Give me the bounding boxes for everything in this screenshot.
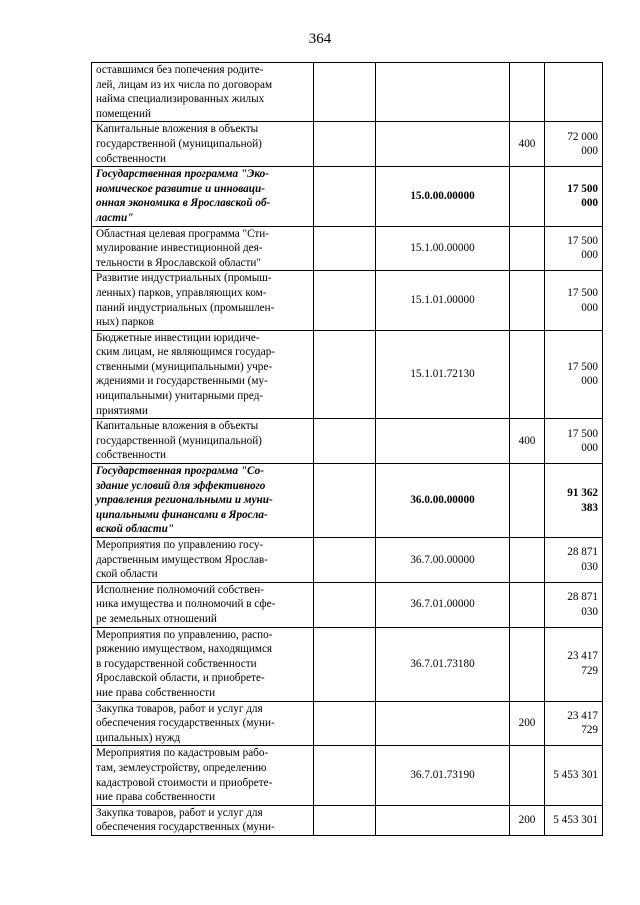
row-name-line: мулирование инвестиционной дея- — [96, 242, 263, 255]
row-name-line: Бюджетные инвестиции юридиче- — [96, 331, 260, 344]
table-row — [92, 805, 603, 835]
table-row — [92, 701, 603, 746]
target-code-cell — [376, 701, 510, 746]
table-row — [92, 464, 603, 538]
empty-cell — [314, 167, 376, 226]
amount-cell: 5 453 301 — [545, 746, 603, 805]
row-name-line: Исполнение полномочий собствен- — [96, 583, 264, 596]
target-code-cell: 15.1.01.00000 — [376, 271, 510, 330]
row-name-line: найма специализированных жилых — [96, 93, 265, 106]
empty-cell — [314, 419, 376, 464]
expense-type-cell — [510, 627, 545, 701]
row-name-line: оставшимся без попечения родите- — [96, 64, 264, 76]
row-name-line: ципальных) нужд — [96, 731, 181, 744]
row-name-line: Мероприятия по управлению госу- — [96, 539, 264, 551]
row-name-line: паний индустриальных (промышлен- — [96, 301, 275, 314]
amount-cell: 17 500 000 — [545, 419, 603, 464]
budget-table — [91, 62, 603, 836]
empty-cell — [314, 538, 376, 583]
expense-type-cell: 400 — [510, 419, 545, 464]
row-name-cell — [92, 805, 314, 835]
row-name-line: Мероприятия по управлению, распо- — [96, 628, 273, 641]
row-name-line: ждениями и государственными (му- — [96, 375, 268, 388]
target-code-cell: 15.1.00.00000 — [376, 226, 510, 271]
expense-type-cell: 400 — [510, 122, 545, 167]
row-name-line: Капитальные вложения в объекты — [96, 420, 259, 433]
target-code-cell — [376, 122, 510, 167]
row-name-line: Закупка товаров, работ и услуг для — [96, 702, 263, 715]
target-code-cell — [376, 805, 510, 835]
amount-cell: 91 362 383 — [545, 464, 603, 538]
row-name-line: ципальными финансами в Яросла- — [96, 508, 268, 521]
empty-cell — [314, 701, 376, 746]
row-name-line: ленных) парков, управляющих ком- — [96, 286, 267, 299]
expense-type-cell — [510, 271, 545, 330]
amount-cell: 17 500 000 — [545, 330, 603, 419]
table-row — [92, 167, 603, 226]
row-name-line: Ярославской области, и приобрете- — [96, 672, 265, 685]
expense-type-cell — [510, 226, 545, 271]
row-name-cell — [92, 419, 314, 464]
amount-cell: 28 871 030 — [545, 582, 603, 627]
empty-cell — [314, 582, 376, 627]
expense-type-cell — [510, 746, 545, 805]
table-row — [92, 627, 603, 701]
row-name-cell — [92, 746, 314, 805]
row-name-line: номическое развитие и инноваци- — [96, 182, 265, 195]
table-row — [92, 226, 603, 271]
row-name-line: здание условий для эффективного — [96, 479, 266, 492]
row-name-cell — [92, 271, 314, 330]
empty-cell — [314, 271, 376, 330]
row-name-cell — [92, 627, 314, 701]
row-name-line: вской области" — [96, 523, 175, 536]
row-name-line: собственности — [96, 152, 166, 165]
row-name-line: приятиями — [96, 404, 148, 417]
row-name-cell — [92, 701, 314, 746]
expense-type-cell — [510, 582, 545, 627]
row-name-line: дарственным имуществом Ярослав- — [96, 553, 268, 566]
row-name-cell — [92, 167, 314, 226]
row-name-line: собственности — [96, 449, 166, 462]
row-name-line: Закупка товаров, работ и услуг для — [96, 806, 263, 819]
empty-cell — [314, 330, 376, 419]
amount-cell: 17 500 000 — [545, 226, 603, 271]
row-name-line: Государственная программа "Со- — [96, 465, 264, 478]
row-name-line: помещений — [96, 107, 151, 120]
row-name-line: государственной (муниципальной) — [96, 137, 262, 150]
empty-cell — [314, 226, 376, 271]
amount-cell: 17 500 000 — [545, 271, 603, 330]
expense-type-cell — [510, 464, 545, 538]
budget-table-body — [92, 63, 603, 836]
target-code-cell: 15.1.01.72130 — [376, 330, 510, 419]
empty-cell — [314, 805, 376, 835]
table-row — [92, 582, 603, 627]
row-name-line: обеспечения государственных (муни- — [96, 821, 275, 834]
expense-type-cell — [510, 63, 545, 122]
row-name-cell — [92, 464, 314, 538]
row-name-cell — [92, 330, 314, 419]
empty-cell — [314, 464, 376, 538]
target-code-cell — [376, 419, 510, 464]
empty-cell — [314, 746, 376, 805]
empty-cell — [314, 63, 376, 122]
table-row — [92, 271, 603, 330]
expense-type-cell: 200 — [510, 805, 545, 835]
table-row — [92, 330, 603, 419]
row-name-line: ниципальными) унитарными пред- — [96, 390, 264, 403]
row-name-line: государственной (муниципальной) — [96, 434, 262, 447]
row-name-line: тельности в Ярославской области" — [96, 256, 261, 269]
amount-cell: 72 000 000 — [545, 122, 603, 167]
row-name-line: ственными (муниципальными) учре- — [96, 360, 273, 373]
table-row — [92, 419, 603, 464]
row-name-line: ника имущества и полномочий в сфе- — [96, 598, 276, 611]
row-name-line: ряжению имуществом, находящимся — [96, 643, 273, 656]
amount-cell — [545, 63, 603, 122]
row-name-cell — [92, 582, 314, 627]
row-name-line: управления региональными и муни- — [96, 494, 273, 507]
amount-cell: 28 871 030 — [545, 538, 603, 583]
row-name-line: лей, лицам из их числа по договорам — [96, 78, 273, 91]
amount-cell: 5 453 301 — [545, 805, 603, 835]
target-code-cell: 36.7.00.00000 — [376, 538, 510, 583]
row-name-line: ре земельных отношений — [96, 612, 217, 625]
table-row — [92, 63, 603, 122]
expense-type-cell — [510, 167, 545, 226]
empty-cell — [314, 122, 376, 167]
row-name-line: Областная целевая программа "Сти- — [96, 227, 269, 240]
expense-type-cell — [510, 538, 545, 583]
target-code-cell: 15.0.00.00000 — [376, 167, 510, 226]
row-name-line: Государственная программа "Эко- — [96, 168, 269, 181]
row-name-line: кадастровой стоимости и приобрете- — [96, 776, 273, 789]
table-row — [92, 122, 603, 167]
row-name-line: в государственной собственности — [96, 657, 257, 670]
page-number: 364 — [308, 31, 332, 47]
row-name-line: ние права собственности — [96, 791, 216, 804]
row-name-line: Капитальные вложения в объекты — [96, 123, 259, 136]
amount-cell: 23 417 729 — [545, 701, 603, 746]
row-name-line: онная экономика в Ярославской об- — [96, 197, 271, 210]
row-name-cell — [92, 63, 314, 122]
row-name-line: обеспечения государственных (муни- — [96, 717, 275, 730]
target-code-cell — [376, 63, 510, 122]
row-name-line: там, землеустройству, определению — [96, 761, 267, 774]
target-code-cell: 36.7.01.73180 — [376, 627, 510, 701]
row-name-line: ским лицам, не являющимся государ- — [96, 346, 276, 359]
row-name-cell — [92, 226, 314, 271]
amount-cell: 17 500 000 — [545, 167, 603, 226]
row-name-cell — [92, 538, 314, 583]
target-code-cell: 36.0.00.00000 — [376, 464, 510, 538]
row-name-cell — [92, 122, 314, 167]
row-name-line: Развитие индустриальных (промыш- — [96, 272, 272, 285]
expense-type-cell — [510, 330, 545, 419]
row-name-line: ской области — [96, 568, 158, 581]
table-row — [92, 538, 603, 583]
target-code-cell: 36.7.01.73190 — [376, 746, 510, 805]
row-name-line: ние права собственности — [96, 686, 216, 699]
empty-cell — [314, 627, 376, 701]
row-name-line: Мероприятия по кадастровым рабо- — [96, 747, 269, 760]
row-name-line: ных) парков — [96, 316, 154, 329]
target-code-cell: 36.7.01.00000 — [376, 582, 510, 627]
expense-type-cell: 200 — [510, 701, 545, 746]
row-name-line: ласти" — [96, 211, 134, 224]
amount-cell: 23 417 729 — [545, 627, 603, 701]
table-row — [92, 746, 603, 805]
